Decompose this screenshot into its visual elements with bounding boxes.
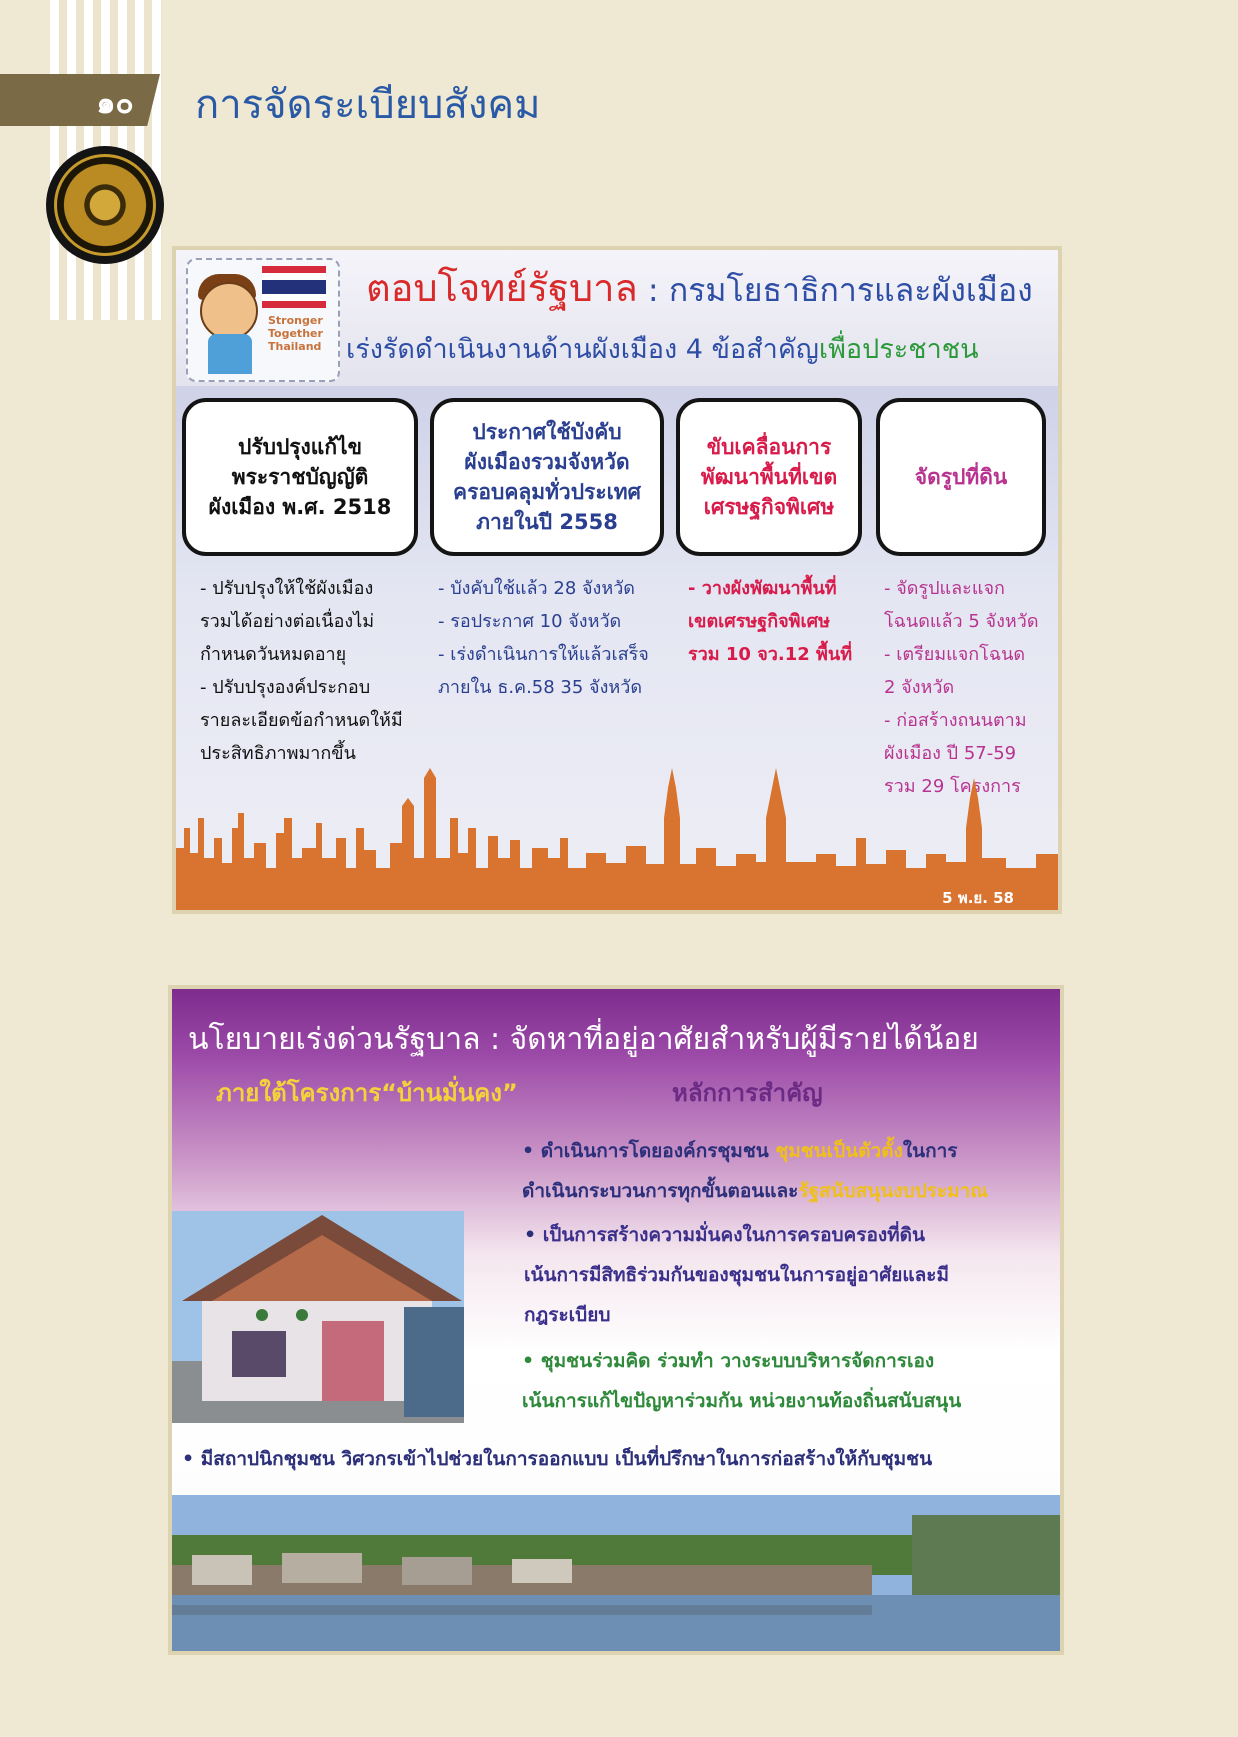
mascot-slogan: Stronger Together Thailand xyxy=(268,314,323,353)
slide2-project-name: ภายใต้โครงการ“บ้านมั่นคง” xyxy=(216,1079,518,1107)
bullet-community-management: • ชุมชนร่วมคิด ร่วมทำ วางระบบบริหารจัดการเอง เน้นการแก้ไขปัญหาร่วมกัน หน่วยงานท้องถิ่นสนับสนุน xyxy=(522,1350,962,1412)
mascot-image xyxy=(186,258,340,382)
topic-box-provincial-plans: ประกาศใช้บังคับ ผังเมืองรวมจังหวัด ครอบคลุมทั่วประเทศ ภายในปี 2558 xyxy=(430,398,664,556)
topic-box-sez: ขับเคลื่อนการ พัฒนาพื้นที่เขต เศรษฐกิจพิเศษ xyxy=(676,398,862,556)
slide1-header xyxy=(176,250,1058,386)
thai-flag-icon xyxy=(262,266,326,308)
slide1-title: ตอบโจทย์รัฐบาล : กรมโยธาธิการและผังเมือง xyxy=(366,266,1033,310)
government-seal-icon xyxy=(46,146,164,264)
topic-details-4: - จัดรูปและแจก โฉนดแล้ว 5 จังหวัด - เตรียมแจกโฉนด 2 จังหวัด - ก่อสร้างถนนตาม ผังเมือง ปี 57-59 รวม 29 โครงการ xyxy=(884,578,1039,797)
slide1-body xyxy=(176,386,1058,914)
slide2-principle-heading: หลักการสำคัญ xyxy=(672,1079,823,1107)
slide1-date: 5 พ.ย. 58 xyxy=(942,889,1014,907)
topic-details-1: - ปรับปรุงให้ใช้ผังเมือง รวมได้อย่างต่อเนื่องไม่ กำหนดวันหมดอายุ - ปรับปรุงองค์ประกอบ รายละเอียดข้อกำหนดให้มี ประสิทธิภาพมากขึ้น xyxy=(200,578,403,764)
bullet-architects: • มีสถาปนิกชุมชน วิศวกรเข้าไปช่วยในการออกแบบ เป็นที่ปรึกษาในการก่อสร้างให้กับชุมชน xyxy=(182,1448,933,1470)
topic-box-land-readjustment: จัดรูปที่ดิน xyxy=(876,398,1046,556)
city-skyline-image xyxy=(176,758,1058,914)
canal-community-photo xyxy=(172,1495,1060,1655)
topic-details-2: - บังคับใช้แล้ว 28 จังหวัด - รอประกาศ 10 จังหวัด - เร่งดำเนินการให้แล้วเสร็จ ภายใน ธ.ค.58 35 จังหวัด xyxy=(438,578,649,698)
topic-details-3: - วางผังพัฒนาพื้นที่ เขตเศรษฐกิจพิเศษ รวม 10 จว.12 พื้นที่ xyxy=(688,578,853,665)
slide-urban-planning xyxy=(172,246,1062,914)
topic-box-act-revision: ปรับปรุงแก้ไข พระราชบัญญัติ ผังเมือง พ.ศ. 2518 xyxy=(182,398,418,556)
bullet-community-led: • ดำเนินการโดยองค์กรชุมชน ชุมชนเป็นตัวตั้งในการ ดำเนินกระบวนการทุกขั้นตอนและรัฐสนับสนุนงบประมาณ xyxy=(522,1140,988,1202)
slide2-title: นโยบายเร่งด่วนรัฐบาล : จัดหาที่อยู่อาศัยสำหรับผู้มีรายได้น้อย xyxy=(188,1022,979,1057)
page-title: การจัดระเบียบสังคม xyxy=(195,82,541,128)
slide1-subtitle: เร่งรัดดำเนินงานด้านผังเมือง 4 ข้อสำคัญเพื่อประชาชน xyxy=(346,334,979,365)
bullet-land-tenure: • เป็นการสร้างความมั่นคงในการครอบครองที่ดิน เน้นการมีสิทธิร่วมกันของชุมชนในการอยู่อาศัยและมี กฎระเบียบ xyxy=(524,1224,950,1326)
slide-baan-mankong xyxy=(168,985,1064,1655)
house-photo xyxy=(172,1211,464,1423)
page-number: ๑๐ xyxy=(96,86,134,121)
